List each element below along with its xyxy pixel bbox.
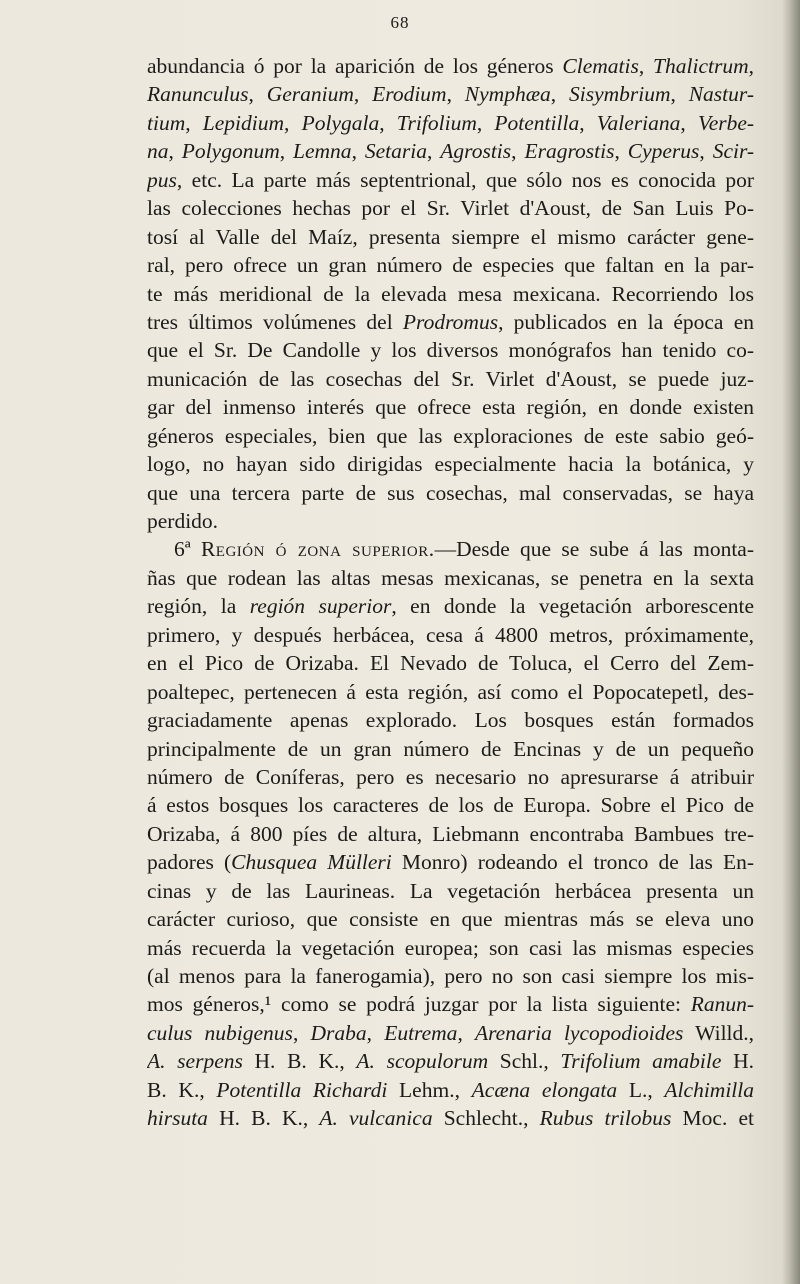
text-segment: te más meridional de la elevada mesa mexicana. Recorriendo los (147, 281, 754, 306)
italic-term: Thalictrum (653, 54, 749, 78)
section-heading: Región ó zona superior. (200, 537, 435, 562)
text-line (147, 791, 754, 819)
text-segment: cinas y de las Laurineas. La vegetación herbácea presenta un (147, 878, 754, 903)
text-segment: tres últimos volúmenes del (147, 309, 403, 334)
text-segment: , etc. La parte más septentrional, que sólo nos es conocida por (176, 167, 754, 192)
body-text (147, 52, 754, 1133)
italic-term: Setaria (364, 139, 427, 164)
text-segment: más recuerda la vegetación europea; son casi las mismas especies (147, 935, 754, 960)
italic-term: Verbe- (697, 110, 754, 135)
text-segment: , (614, 139, 628, 164)
italic-term: Clematis (562, 54, 639, 78)
text-segment: , (185, 110, 203, 135)
text-segment: logo, no hayan sido dirigidas especialmente hacia la botánica, y (147, 452, 754, 477)
text-segment: 6ª (174, 537, 201, 562)
text-line (147, 80, 754, 108)
text-line (147, 990, 754, 1018)
italic-term: Lepidium (202, 110, 285, 135)
text-segment: , (284, 110, 302, 135)
text-line (147, 763, 754, 791)
italic-term: Ranun- (690, 992, 754, 1017)
text-segment: principalmente de un gran número de Encinas y de un pequeño (147, 736, 754, 761)
text-segment: abundancia ó por la aparición de los géneros (147, 54, 563, 78)
text-segment: B. K., (147, 1077, 217, 1102)
italic-term: Arenaria lycopodioides (474, 1020, 684, 1045)
text-line (147, 1104, 754, 1132)
text-line (147, 479, 754, 507)
italic-term: na (147, 139, 169, 164)
text-segment: Lehm., (387, 1077, 472, 1102)
text-segment: , (379, 110, 397, 135)
text-segment: H. (721, 1049, 754, 1074)
text-segment: que una tercera parte de sus cosechas, mal conservadas, se haya (147, 480, 754, 505)
text-segment: graciadamente apenas explorado. Los bosques están formados (147, 708, 754, 733)
text-segment: , publicados en la época en (498, 309, 754, 334)
italic-term: Cyperus (627, 139, 700, 164)
text-line (147, 450, 754, 478)
text-segment: primero, y después herbácea, cesa á 4800 metros, próximamente, (147, 622, 754, 647)
italic-term: Rubus trilobus (539, 1106, 672, 1131)
text-segment: , (248, 82, 267, 107)
text-segment: que el Sr. De Candolle y los diversos monógrafos han tenido co- (147, 338, 754, 363)
text-line (147, 393, 754, 421)
italic-term: Nastur- (688, 82, 754, 107)
text-line (147, 621, 754, 649)
text-segment: á estos bosques los caracteres de los de Europa. Sobre el Pico de (147, 793, 754, 818)
text-line (147, 507, 754, 535)
text-line (147, 848, 754, 876)
italic-term: Ranunculus (147, 82, 249, 107)
italic-term: Potentilla Richardi (216, 1077, 388, 1102)
text-segment: Monro) rodeando el tronco de las En- (391, 850, 754, 875)
text-line (147, 1076, 754, 1104)
text-segment: Schl., (488, 1049, 561, 1074)
italic-term: Scir- (712, 139, 754, 164)
text-segment: Willd., (683, 1020, 754, 1045)
text-segment: Moc. et (671, 1106, 754, 1131)
text-segment: H. B. K., (242, 1049, 357, 1074)
text-segment: Schlecht., (432, 1106, 540, 1131)
italic-term: Geranium (266, 82, 354, 107)
text-line (147, 336, 754, 364)
text-line (147, 877, 754, 905)
text-line (147, 166, 754, 194)
text-segment: gar del inmenso interés que ofrece esta región, en donde existen (147, 395, 754, 420)
text-line (147, 109, 754, 137)
text-segment: , (699, 139, 713, 164)
text-segment: las colecciones hechas por el Sr. Virlet d'Aoust, de San Luis Po- (147, 196, 754, 221)
text-line (147, 1047, 754, 1075)
text-line (147, 137, 754, 165)
text-line (147, 365, 754, 393)
italic-term: Trifolium amabile (560, 1049, 722, 1074)
text-line (147, 308, 754, 336)
text-segment: , (446, 82, 465, 107)
text-segment: región, la (147, 594, 250, 619)
text-segment: en el Pico de Orizaba. El Nevado de Toluca, el Cerro del Zem- (147, 651, 754, 676)
page-number: 68 (390, 13, 410, 32)
text-segment: , (680, 110, 698, 135)
italic-term: Acæna elongata (471, 1077, 618, 1102)
italic-term: tium (147, 110, 186, 135)
text-segment: , (351, 139, 365, 164)
italic-term: A. serpens (147, 1049, 243, 1074)
text-line (147, 934, 754, 962)
text-line (147, 194, 754, 222)
text-segment: géneros especiales, bien que las exploraciones de este sabio geó- (147, 423, 754, 448)
text-segment: ñas que rodean las altas mesas mexicanas, se penetra en la sexta (147, 565, 754, 590)
text-segment: , (550, 82, 569, 107)
text-segment: , (748, 54, 754, 78)
italic-term: hirsuta (147, 1106, 208, 1131)
text-segment: número de Coníferas, pero es necesario no apresurarse á atribuir (147, 764, 754, 789)
italic-term: Sisymbrium (568, 82, 671, 107)
text-line (147, 649, 754, 677)
text-segment: , (670, 82, 689, 107)
text-segment: carácter curioso, que consiste en que mientras más se eleva uno (147, 907, 754, 932)
text-segment: Orizaba, á 800 píes de altura, Liebmann encontraba Bambues tre- (147, 821, 754, 846)
italic-term: región superior (249, 594, 392, 619)
text-line (147, 735, 754, 763)
text-segment: tosí al Valle del Maíz, presenta siempre el mismo carácter gene- (147, 224, 754, 249)
italic-term: Polygonum (181, 139, 280, 164)
text-line (147, 706, 754, 734)
text-segment: —Desde que se sube á las monta- (434, 537, 754, 562)
italic-term: culus nubigenus (147, 1020, 293, 1045)
text-line (147, 280, 754, 308)
text-segment: ral, pero ofrece un gran número de especies que faltan en la par- (147, 253, 754, 278)
italic-term: Prodromus (402, 309, 499, 334)
text-segment: , (457, 1020, 475, 1045)
text-segment: , (292, 1020, 311, 1045)
text-line (147, 1019, 754, 1047)
text-segment: mos géneros,¹ como se podrá juzgar por la lista siguiente: (147, 992, 691, 1017)
text-line (147, 962, 754, 990)
italic-term: Valeriana (596, 110, 681, 135)
italic-term: Draba (310, 1020, 367, 1045)
text-line (147, 223, 754, 251)
italic-term: Erodium (372, 82, 447, 107)
text-segment: , (366, 1020, 385, 1045)
text-segment: , (353, 82, 373, 107)
text-line (147, 905, 754, 933)
text-line (147, 564, 754, 592)
italic-term: Potentilla (494, 110, 580, 135)
text-segment: , (511, 139, 525, 164)
text-segment: , (168, 139, 182, 164)
text-segment: municación de las cosechas del Sr. Virlet d'Aoust, se puede juz- (147, 366, 754, 391)
text-segment: (al menos para la fanerogamia), pero no son casi siempre los mis- (147, 964, 754, 988)
text-segment: , (279, 139, 294, 164)
italic-term: Agrostis (440, 139, 512, 164)
italic-term: Chusquea Mülleri (231, 850, 392, 875)
text-segment: , (476, 110, 495, 135)
italic-term: Nymphæa (464, 82, 551, 107)
text-segment: , (426, 139, 441, 164)
text-segment: , en donde la vegetación arborescente (391, 594, 754, 619)
text-segment: , (638, 54, 654, 78)
text-line (147, 422, 754, 450)
italic-term: pus (147, 167, 177, 192)
text-line (147, 592, 754, 620)
text-line (147, 251, 754, 279)
text-segment: perdido. (147, 509, 219, 533)
italic-term: Eragrostis (524, 139, 615, 164)
text-line (147, 678, 754, 706)
text-line (147, 820, 754, 848)
italic-term: A. scopulorum (356, 1049, 489, 1074)
italic-term: Trifolium (396, 110, 477, 135)
italic-term: Eutrema (384, 1020, 458, 1045)
text-segment: H. B. K., (207, 1106, 320, 1131)
text-segment: , (579, 110, 597, 135)
text-segment: poaltepec, pertenecen á esta región, así como el Popocatepetl, des- (147, 679, 754, 704)
page-edge-shadow (782, 0, 800, 1284)
italic-term: Lemna (293, 139, 352, 164)
text-segment: L., (617, 1077, 665, 1102)
text-segment: padores ( (147, 850, 232, 875)
italic-term: A. vulcanica (319, 1106, 433, 1131)
text-line (147, 535, 754, 563)
italic-term: Alchimilla (664, 1077, 754, 1102)
italic-term: Polygala (301, 110, 380, 135)
text-line (147, 52, 754, 80)
